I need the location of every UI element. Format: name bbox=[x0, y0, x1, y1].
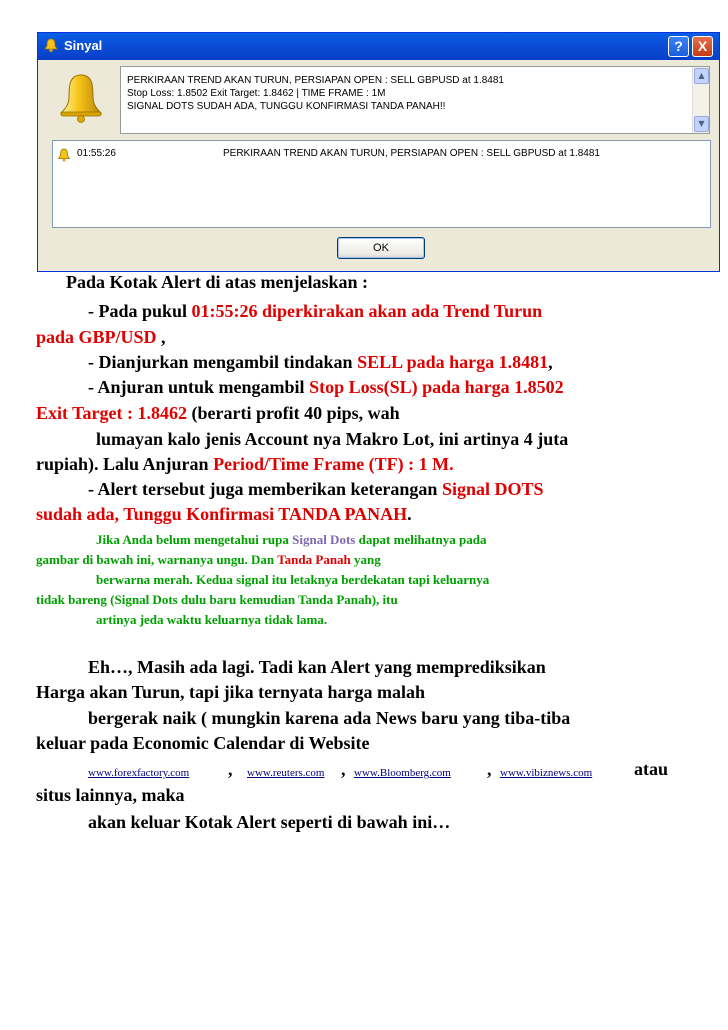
note-line-3: berwarna merah. Kedua signal itu letaknya berdekatan tapi keluarnya bbox=[96, 572, 490, 587]
list-item[interactable] bbox=[57, 147, 697, 163]
note-line-5: artinya jeda waktu keluarnya tidak lama. bbox=[96, 612, 328, 627]
intro-line: Pada Kotak Alert di atas menjelaskan : bbox=[66, 272, 369, 292]
point-3-line-4: rupiah). Lalu Anjuran Period/Time Frame (TF) : 1 M. bbox=[36, 454, 454, 474]
link-reuters[interactable]: www.reuters.com bbox=[247, 767, 325, 779]
link-forexfactory[interactable]: www.forexfactory.com bbox=[88, 767, 190, 779]
link-separator: , bbox=[341, 759, 346, 779]
message-line-2: Stop Loss: 1.8502 Exit Target: 1.8462 | TIME FRAME : 1M bbox=[127, 88, 386, 99]
point-1-line-1: - Pada pukul 01:55:26 diperkirakan akan ada Trend Turun bbox=[88, 301, 543, 321]
point-4-line-2: sudah ada, Tunggu Konfirmasi TANDA PANAH. bbox=[36, 504, 412, 524]
note-line-2: gambar di bawah ini, warnanya ungu. Dan Tanda Panah yang bbox=[36, 552, 381, 567]
message-line-1: PERKIRAAN TREND AKAN TURUN, PERSIAPAN OPEN : SELL GBPUSD at 1.8481 bbox=[127, 75, 504, 86]
scroll-up-icon[interactable]: ▲ bbox=[694, 68, 709, 84]
point-3-line-1: - Anjuran untuk mengambil Stop Loss(SL) pada harga 1.8502 bbox=[88, 377, 564, 397]
point-1-line-2: pada GBP/USD , bbox=[36, 327, 166, 347]
bell-icon bbox=[57, 148, 71, 162]
para-2-line-1: Eh…, Masih ada lagi. Tadi kan Alert yang memprediksikan bbox=[88, 657, 546, 677]
message-scrollbar[interactable] bbox=[692, 67, 709, 133]
ok-button[interactable]: OK bbox=[337, 237, 425, 259]
help-button[interactable]: ? bbox=[668, 36, 689, 57]
atau-text: atau bbox=[634, 759, 669, 779]
point-4-line-1: - Alert tersebut juga memberikan keterangan Signal DOTS bbox=[88, 479, 544, 499]
point-3-line-2: Exit Target : 1.8462 (berarti profit 40 pips, wah bbox=[36, 403, 400, 423]
link-separator: , bbox=[228, 759, 233, 779]
close-button[interactable]: X bbox=[692, 36, 713, 57]
link-separator: , bbox=[487, 759, 492, 779]
message-box bbox=[120, 66, 710, 134]
note-line-4: tidak bareng (Signal Dots dulu baru kemudian Tanda Panah), itu bbox=[36, 592, 398, 607]
para-2-line-4: keluar pada Economic Calendar di Website bbox=[36, 733, 370, 753]
point-3-line-3: lumayan kalo jenis Account nya Makro Lot, ini artinya 4 juta bbox=[96, 429, 569, 449]
alert-time: 01:55:26 bbox=[77, 148, 116, 159]
alert-dialog bbox=[37, 32, 720, 272]
link-vibiznews[interactable]: www.vibiznews.com bbox=[500, 767, 593, 779]
note-line-1: Jika Anda belum mengetahui rupa Signal Dots dapat melihatnya pada bbox=[96, 532, 487, 547]
title-bar bbox=[38, 33, 719, 60]
para-2-line-5: situs lainnya, maka bbox=[36, 785, 185, 805]
large-bell-icon bbox=[58, 73, 104, 123]
scroll-down-icon[interactable]: ▼ bbox=[694, 116, 709, 132]
message-line-3: SIGNAL DOTS SUDAH ADA, TUNGGU KONFIRMASI TANDA PANAH!! bbox=[127, 101, 446, 112]
point-2-line: - Dianjurkan mengambil tindakan SELL pada harga 1.8481, bbox=[88, 352, 553, 372]
para-2-line-2: Harga akan Turun, tapi jika ternyata harga malah bbox=[36, 682, 426, 702]
para-2-line-3: bergerak naik ( mungkin karena ada News baru yang tiba-tiba bbox=[88, 708, 571, 728]
para-2-line-6: akan keluar Kotak Alert seperti di bawah ini… bbox=[88, 812, 451, 832]
link-bloomberg[interactable]: www.Bloomberg.com bbox=[354, 767, 451, 779]
alert-list[interactable] bbox=[52, 140, 711, 228]
window-title: Sinyal bbox=[64, 38, 103, 53]
bell-icon bbox=[44, 38, 58, 53]
alert-message: PERKIRAAN TREND AKAN TURUN, PERSIAPAN OPEN : SELL GBPUSD at 1.8481 bbox=[223, 148, 600, 159]
